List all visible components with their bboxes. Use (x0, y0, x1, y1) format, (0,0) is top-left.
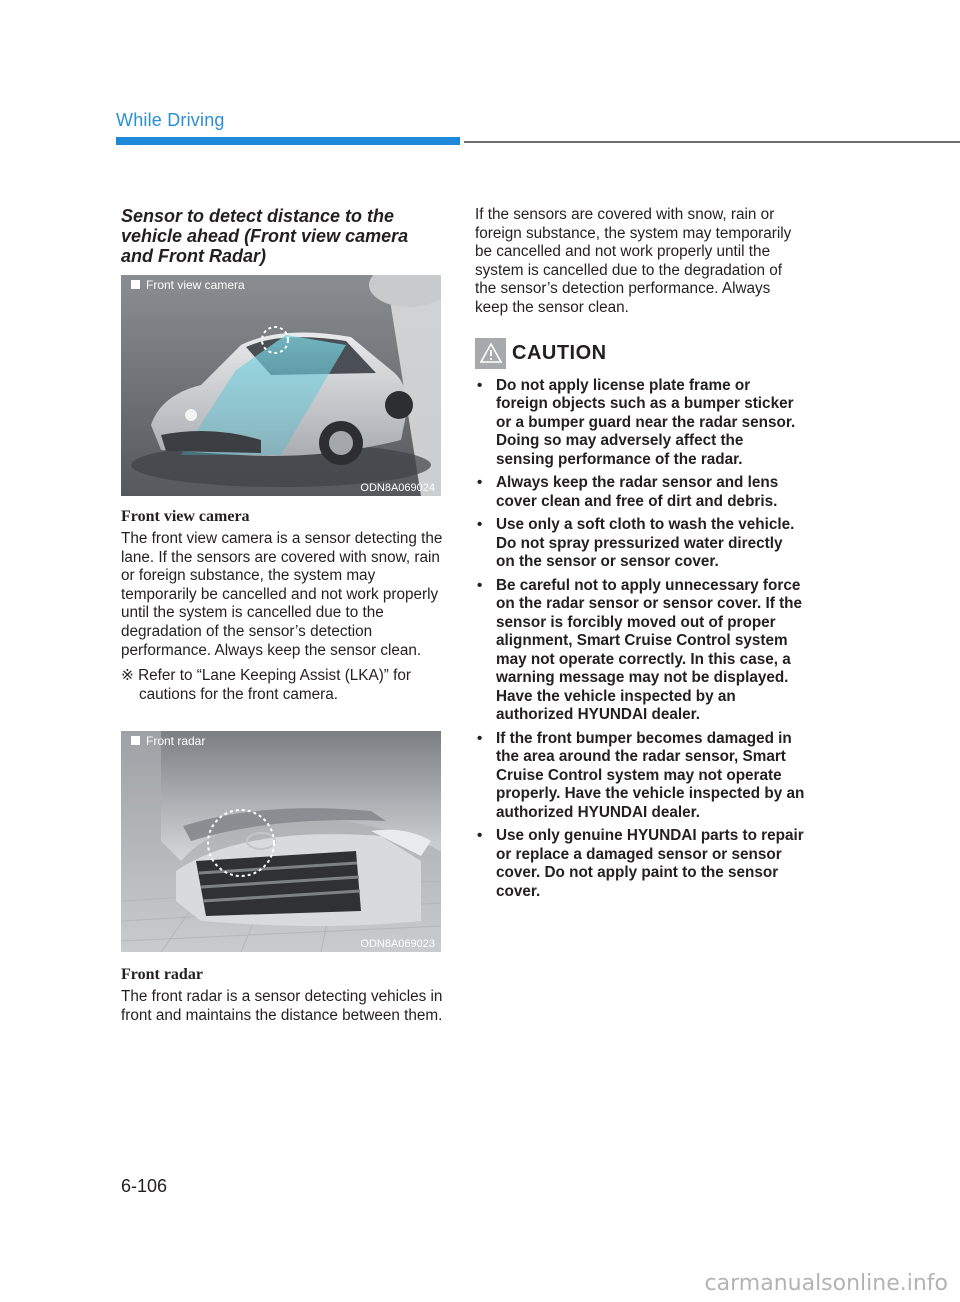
caution-title: CAUTION (512, 341, 607, 364)
front-radar-figure (121, 731, 441, 952)
caution-item: • Always keep the radar sensor and lens cover clean and free of dirt and debris. (477, 474, 779, 510)
header-accent-rule (116, 137, 460, 145)
figure-label: Front radar (131, 734, 205, 748)
caution-header (475, 338, 805, 369)
caution-item: • Do not apply license plate frame or foreign objects such as a bumper sticker or a bumper guard near the radar sensor. Doing so may adversely affect the sensing performance of the radar. (477, 376, 796, 468)
right-column (475, 206, 805, 906)
section-heading: Sensor to detect distance to the vehicle ahead (Front view camera and Front Radar) (121, 206, 409, 266)
figure-caption: Front view camera (121, 508, 250, 525)
header-rule (464, 141, 960, 143)
warning-triangle-icon (475, 338, 506, 369)
figure-code: ODN8A069023 (360, 938, 435, 951)
figure-code: ODN8A069024 (360, 482, 435, 494)
caution-item: • Use only a soft cloth to wash the vehicle. Do not spray pressurized water directly on the sensor or sensor cover. (477, 516, 795, 571)
left-column (121, 206, 443, 1026)
front-camera-illustration (121, 275, 441, 496)
front-radar-illustration (121, 731, 441, 952)
watermark: carmanualsonline.info (704, 1271, 948, 1296)
radar-description: The front radar is a sensor detecting vehicles in front and maintains the distance between them. (121, 988, 443, 1024)
page-number: 6-106 (121, 1176, 168, 1196)
camera-description: The front view camera is a sensor detecting the lane. If the sensors are covered with snow, rain or foreign substance, the system may temporarily be cancelled and not work properly until the system is cancelled due to the degradation of the sensor’s detection performance. Always keep the sensor clean. (121, 530, 443, 659)
section-title: While Driving (116, 110, 225, 130)
figure-caption: Front radar (121, 966, 203, 984)
caution-item: • Use only genuine HYUNDAI parts to repair or replace a damaged sensor or sensor cover. Do not apply paint to the sensor cover. (477, 827, 804, 900)
caution-item: • If the front bumper becomes damaged in the area around the radar sensor, Smart Cruise Control system may not operate properly. Have the vehicle inspected by an authorized HYUNDAI dealer. (477, 729, 805, 821)
figure-label: Front view camera (131, 278, 245, 292)
front-camera-figure (121, 275, 441, 496)
reference-note: ※ Refer to “Lane Keeping Assist (LKA)” for cautions for the front camera. (121, 667, 411, 703)
caution-item: • Be careful not to apply unnecessary force on the radar sensor or sensor cover. If the sensor is forcibly moved out of proper alignment, Smart Cruise Control system may not operate correctly. In this case, a warning message may not be displayed. Have the vehicle inspected by an authorized HYUNDAI dealer. (477, 576, 803, 724)
caution-list (475, 377, 805, 902)
sensor-description: If the sensors are covered with snow, rain or foreign substance, the system may temporarily be cancelled and not work properly until the system is cancelled due to the degradation of the sensor’s detection performance. Always keep the sensor clean. (475, 206, 792, 316)
